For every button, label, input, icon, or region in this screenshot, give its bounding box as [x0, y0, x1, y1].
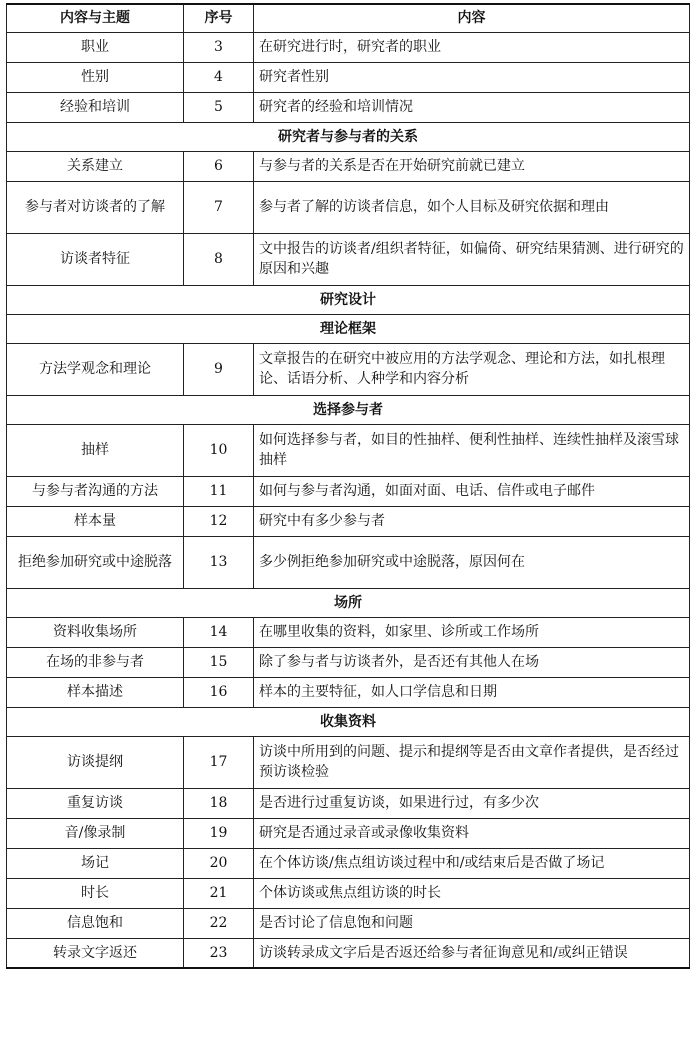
section-title: 场所 [7, 588, 690, 617]
item-description: 是否进行过重复访谈，如果进行过，有多少次 [254, 788, 690, 818]
item-description: 访谈中所用到的问题、提示和提纲等是否由文章作者提供，是否经过预访谈检验 [254, 736, 690, 788]
item-topic: 经验和培训 [7, 92, 184, 122]
item-number: 15 [184, 647, 254, 677]
item-number: 14 [184, 617, 254, 647]
item-description: 与参与者的关系是否在开始研究前就已建立 [254, 151, 690, 181]
header-number: 序号 [184, 4, 254, 32]
item-topic: 抽样 [7, 424, 184, 476]
table-row [7, 788, 690, 818]
section-title: 研究设计 [7, 285, 690, 314]
item-number: 6 [184, 151, 254, 181]
item-topic: 方法学观念和理论 [7, 343, 184, 395]
item-number: 22 [184, 908, 254, 938]
item-topic: 职业 [7, 32, 184, 62]
header-topic: 内容与主题 [7, 4, 184, 32]
item-topic: 拒绝参加研究或中途脱落 [7, 536, 184, 588]
table-row [7, 506, 690, 536]
table-row [7, 32, 690, 62]
table-row [7, 536, 690, 588]
item-description: 文中报告的访谈者/组织者特征，如偏倚、研究结果猜测、进行研究的原因和兴趣 [254, 233, 690, 285]
item-description: 如何选择参与者，如目的性抽样、便利性抽样、连续性抽样及滚雪球抽样 [254, 424, 690, 476]
checklist-page [6, 3, 689, 969]
item-description: 在个体访谈/焦点组访谈过程中和/或结束后是否做了场记 [254, 848, 690, 878]
section-row [7, 314, 690, 343]
table-row [7, 878, 690, 908]
item-topic: 样本量 [7, 506, 184, 536]
item-number: 9 [184, 343, 254, 395]
item-topic: 时长 [7, 878, 184, 908]
item-description: 文章报告的在研究中被应用的方法学观念、理论和方法，如扎根理论、话语分析、人种学和内容分析 [254, 343, 690, 395]
item-topic: 转录文字返还 [7, 938, 184, 968]
item-description: 除了参与者与访谈者外，是否还有其他人在场 [254, 647, 690, 677]
header-content: 内容 [254, 4, 690, 32]
item-number: 13 [184, 536, 254, 588]
item-topic: 性别 [7, 62, 184, 92]
table-row [7, 617, 690, 647]
table-row [7, 908, 690, 938]
table-row [7, 818, 690, 848]
item-description: 研究者的经验和培训情况 [254, 92, 690, 122]
table-row [7, 62, 690, 92]
item-topic: 信息饱和 [7, 908, 184, 938]
section-row [7, 285, 690, 314]
item-topic: 场记 [7, 848, 184, 878]
item-number: 5 [184, 92, 254, 122]
item-description: 研究者性别 [254, 62, 690, 92]
item-number: 10 [184, 424, 254, 476]
item-number: 11 [184, 476, 254, 506]
table-row [7, 677, 690, 707]
item-description: 在研究进行时，研究者的职业 [254, 32, 690, 62]
section-title: 研究者与参与者的关系 [7, 122, 690, 151]
section-title: 理论框架 [7, 314, 690, 343]
table-body [7, 32, 690, 968]
table-row [7, 233, 690, 285]
item-topic: 重复访谈 [7, 788, 184, 818]
item-description: 是否讨论了信息饱和问题 [254, 908, 690, 938]
item-topic: 资料收集场所 [7, 617, 184, 647]
table-row [7, 151, 690, 181]
section-title: 选择参与者 [7, 395, 690, 424]
item-description: 多少例拒绝参加研究或中途脱落，原因何在 [254, 536, 690, 588]
checklist-table [6, 3, 690, 969]
item-description: 如何与参与者沟通，如面对面、电话、信件或电子邮件 [254, 476, 690, 506]
item-topic: 参与者对访谈者的了解 [7, 181, 184, 233]
table-row [7, 476, 690, 506]
table-row [7, 181, 690, 233]
section-row [7, 707, 690, 736]
table-row [7, 92, 690, 122]
item-description: 参与者了解的访谈者信息，如个人目标及研究依据和理由 [254, 181, 690, 233]
item-number: 16 [184, 677, 254, 707]
item-number: 3 [184, 32, 254, 62]
item-description: 在哪里收集的资料，如家里、诊所或工作场所 [254, 617, 690, 647]
item-topic: 访谈提纲 [7, 736, 184, 788]
item-description: 研究是否通过录音或录像收集资料 [254, 818, 690, 848]
table-row [7, 938, 690, 968]
section-row [7, 395, 690, 424]
item-topic: 与参与者沟通的方法 [7, 476, 184, 506]
item-number: 4 [184, 62, 254, 92]
item-description: 样本的主要特征，如人口学信息和日期 [254, 677, 690, 707]
item-number: 7 [184, 181, 254, 233]
item-description: 个体访谈或焦点组访谈的时长 [254, 878, 690, 908]
table-row [7, 848, 690, 878]
item-topic: 在场的非参与者 [7, 647, 184, 677]
table-row [7, 736, 690, 788]
item-number: 12 [184, 506, 254, 536]
section-row [7, 122, 690, 151]
item-number: 20 [184, 848, 254, 878]
table-row [7, 424, 690, 476]
item-topic: 关系建立 [7, 151, 184, 181]
item-number: 19 [184, 818, 254, 848]
item-description: 研究中有多少参与者 [254, 506, 690, 536]
item-number: 23 [184, 938, 254, 968]
item-number: 21 [184, 878, 254, 908]
item-topic: 样本描述 [7, 677, 184, 707]
item-description: 访谈转录成文字后是否返还给参与者征询意见和/或纠正错误 [254, 938, 690, 968]
item-number: 8 [184, 233, 254, 285]
table-row [7, 647, 690, 677]
section-row [7, 588, 690, 617]
item-number: 18 [184, 788, 254, 818]
section-title: 收集资料 [7, 707, 690, 736]
item-number: 17 [184, 736, 254, 788]
item-topic: 访谈者特征 [7, 233, 184, 285]
item-topic: 音/像录制 [7, 818, 184, 848]
table-header [7, 4, 690, 32]
table-row [7, 343, 690, 395]
